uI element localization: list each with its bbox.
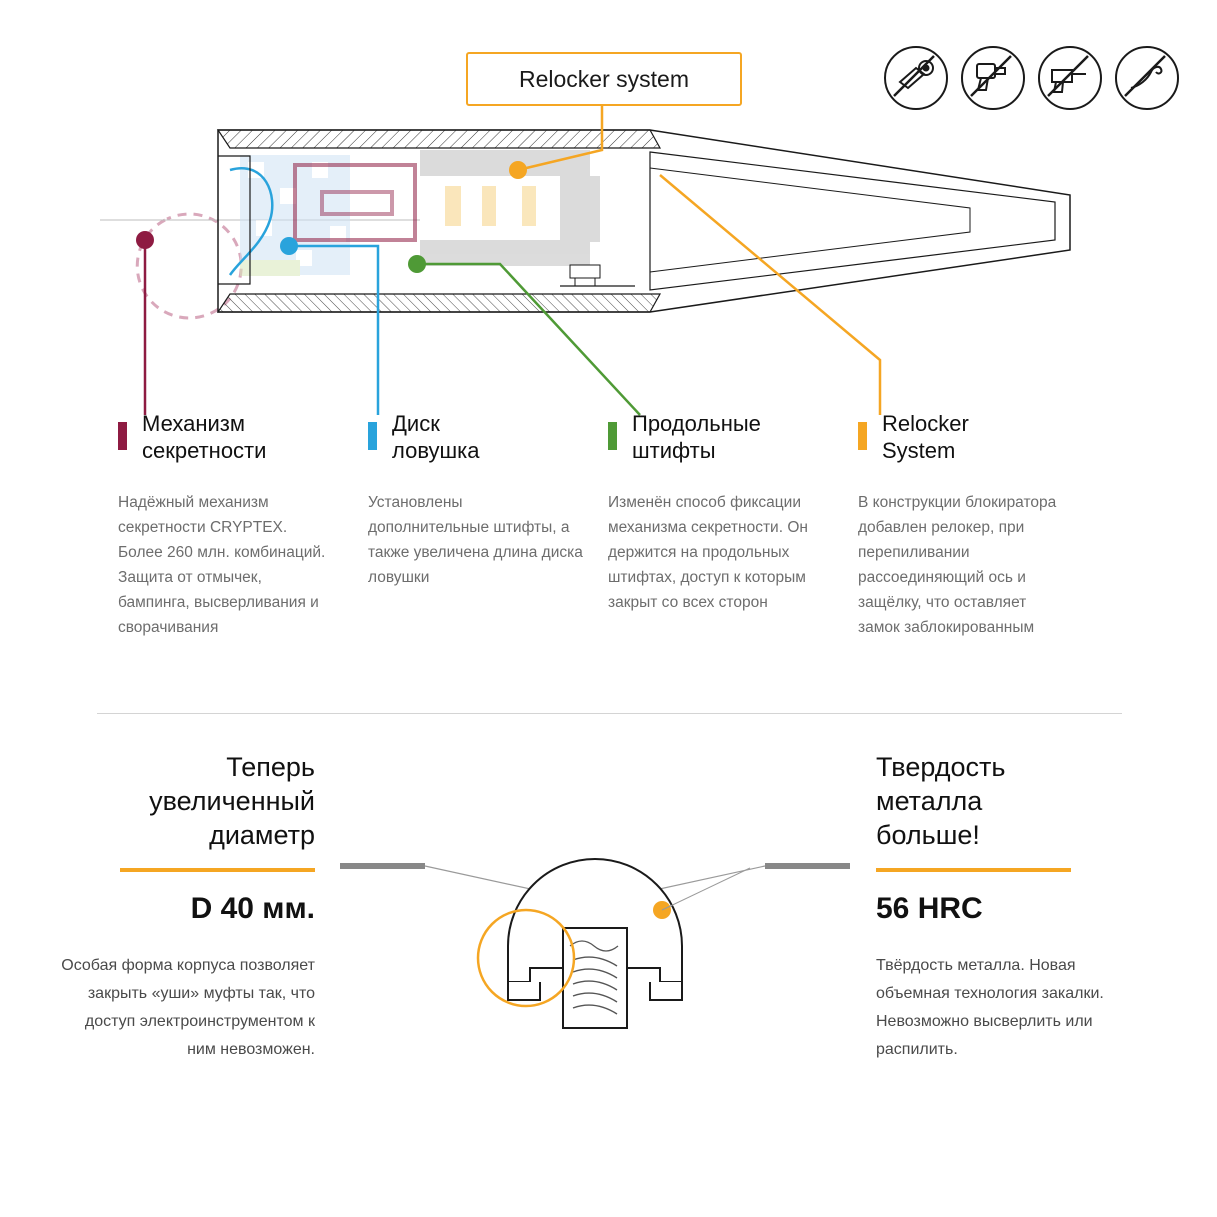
- feature-title: Продольные штифты: [632, 411, 761, 463]
- bottom-left-title: Теперь увеличенный диаметр: [149, 752, 315, 850]
- feature-color-bar: [608, 422, 617, 450]
- feature-relocker-system: [858, 410, 1098, 640]
- feature-title: Relocker System: [882, 411, 969, 463]
- feature-description: Надёжный механизм секретности CRYPTEX. Более 260 млн. комбинаций. Защита от отмычек, бампинга, высверливания и сворачивания: [118, 494, 326, 636]
- feature-title: Диск ловушка: [392, 411, 480, 463]
- bottom-right-block: [876, 750, 1136, 1064]
- feature-description: В конструкции блокиратора добавлен релокер, при перепиливании рассоединяющий ось и защёлку, что оставляет замок заблокированным: [858, 494, 1057, 636]
- feature-columns: [118, 410, 1118, 640]
- section-divider: [97, 713, 1122, 714]
- feature-description: Установлены дополнительные штифты, а также увеличена длина диска ловушки: [368, 494, 583, 586]
- feature-color-bar: [368, 422, 377, 450]
- no-crowbar-icon: [1115, 46, 1179, 110]
- relocker-callout-box: [466, 52, 742, 106]
- feature-trap-disc: [368, 410, 608, 640]
- lock-cutaway-drawing: [90, 100, 1110, 360]
- bottom-right-rule: [876, 868, 1071, 872]
- bottom-section: [0, 742, 1217, 1142]
- bottom-left-value: D 40 мм.: [190, 892, 315, 925]
- feature-color-bar: [118, 422, 127, 450]
- feature-secrecy-mechanism: [118, 410, 368, 640]
- feature-longitudinal-pins: [608, 410, 858, 640]
- bottom-left-text: Особая форма корпуса позволяет закрыть «уши» муфты так, что доступ электроинструментом к ним невозможен.: [61, 957, 315, 1058]
- bottom-right-value: 56 HRC: [876, 892, 983, 925]
- bottom-right-title: Твердость металла больше!: [876, 752, 1006, 850]
- relocker-callout-label: Relocker system: [519, 65, 689, 92]
- feature-title: Механизм секретности: [142, 411, 267, 463]
- feature-color-bar: [858, 422, 867, 450]
- bottom-left-block: [60, 750, 315, 1064]
- bottom-left-rule: [120, 868, 315, 872]
- coupling-cutaway-drawing: [330, 850, 860, 1030]
- feature-description: Изменён способ фиксации механизма секретности. Он держится на продольных штифтах, доступ к которым закрыт со всех сторон: [608, 494, 808, 611]
- bottom-right-text: Твёрдость металла. Новая объемная технология закалки. Невозможно высверлить или распилить.: [876, 957, 1104, 1058]
